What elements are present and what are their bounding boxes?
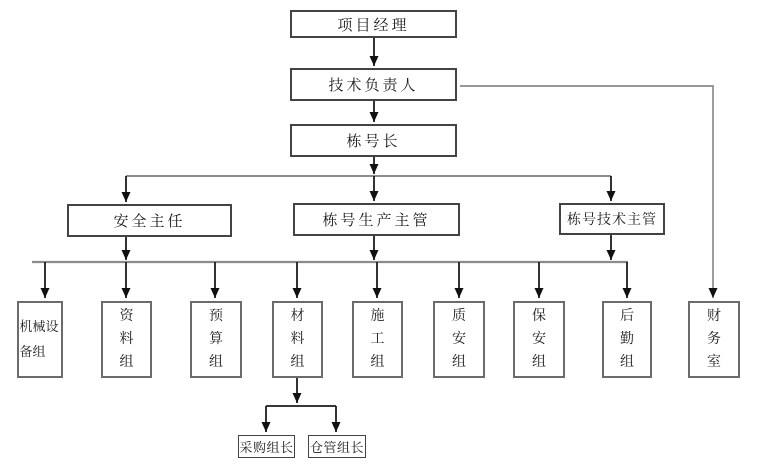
group-label: 材料组 — [290, 308, 305, 370]
org-node-finance-office — [688, 301, 740, 378]
org-node-tech-lead: 技术负责人 — [290, 68, 457, 101]
connector-bus-to-groups — [45, 262, 627, 298]
group-label: 财务室 — [707, 308, 721, 370]
org-node-safety-director: 安全主任 — [67, 204, 232, 237]
org-node-documents-group — [101, 301, 152, 378]
org-node-construction-group — [352, 301, 403, 378]
connector-managers-to-bus — [126, 235, 611, 260]
org-node-security-group — [513, 301, 565, 378]
connector-rail-to-managers — [126, 176, 611, 202]
org-node-project-manager: 项目经理 — [290, 10, 457, 38]
connector-material-to-leaders — [266, 378, 336, 432]
org-node-warehouse-leader: 仓管组长 — [308, 435, 366, 458]
org-node-material-group — [272, 301, 323, 378]
org-node-budget-group — [190, 301, 242, 378]
group-label: 资料组 — [119, 308, 134, 370]
group-label: 质安组 — [452, 308, 466, 370]
connector-techlead-to-finance — [460, 86, 713, 298]
org-node-quality-safety-group — [433, 301, 485, 378]
group-label: 后勤组 — [620, 308, 634, 370]
org-node-building-chief: 栋号长 — [290, 124, 457, 157]
group-label: 机械设备组 — [19, 319, 59, 360]
org-node-production-supervisor: 栋号生产主管 — [293, 203, 460, 236]
group-label: 预算组 — [209, 308, 223, 370]
org-node-logistics-group — [602, 301, 652, 378]
org-node-purchasing-leader: 采购组长 — [238, 435, 295, 458]
group-label: 保安组 — [532, 308, 546, 370]
group-label: 施工组 — [370, 308, 385, 370]
org-node-technical-supervisor: 栋号技术主管 — [559, 203, 665, 235]
org-node-machinery-equipment-group — [17, 301, 63, 378]
